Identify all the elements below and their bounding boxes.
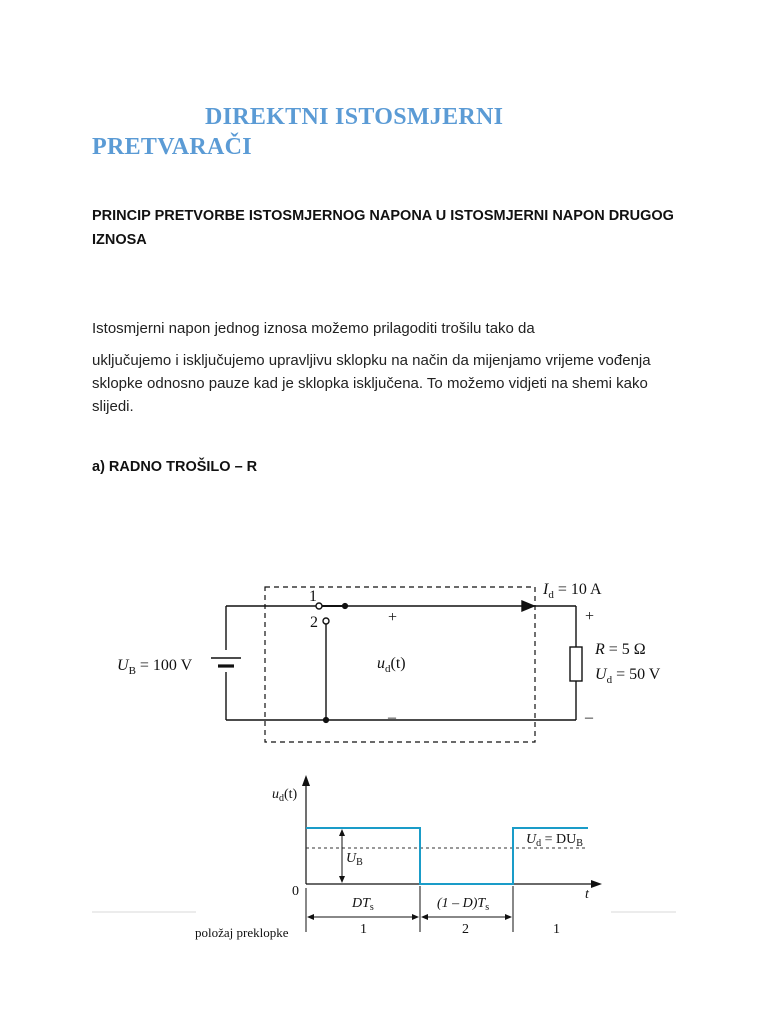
ub-arrow-top: [339, 829, 345, 836]
off-arrow-left: [421, 914, 428, 920]
source-voltage-label: $U_B = 100$ V: [117, 657, 193, 677]
node-bottom: [324, 718, 329, 723]
output-voltage-label: $u_d(t)$: [377, 655, 406, 675]
waveform-y-label: $u_d(t)$: [272, 787, 298, 804]
switch-position-1-label: 1: [309, 588, 317, 605]
output-minus-label: –: [388, 709, 396, 726]
switch-position-caption: položaj preklopke: [195, 925, 289, 940]
ub-arrow-bottom: [339, 876, 345, 883]
switch-contact-2: [323, 618, 329, 624]
resistance-label: R = 5 Ω: [595, 641, 646, 658]
paragraph-2: uključujemo i isključujemo upravljivu sklopku na način da mijenjamo vrijeme vođenja sklopke odnosno pauze kad je sklopka isključena. To možemo vidjeti na shemi kako slijedi.: [92, 352, 651, 415]
on-time-label: $DT_s$: [352, 896, 374, 913]
x-axis-arrow: [591, 880, 602, 888]
paragraph-1: Istosmjerni napon jednog iznosa možemo prilagoditi trošilu tako da: [92, 320, 535, 337]
switch-position-interval-3: 1: [553, 922, 560, 937]
resistor: [570, 647, 582, 681]
dts-arrow-left: [307, 914, 314, 920]
average-voltage-label: $U_d = DU_B$: [526, 832, 583, 849]
off-time-label: $(1 - D)T_s$: [437, 896, 490, 913]
off-arrow-right: [505, 914, 512, 920]
current-arrow: [522, 601, 534, 611]
title-line-1: DIREKTNI ISTOSMJERNI: [205, 104, 504, 130]
output-plus-label: +: [388, 609, 398, 626]
load-minus-label: –: [585, 709, 593, 726]
ub-label: $U_B$: [346, 851, 363, 868]
section-heading-resistive-load: a) RADNO TROŠILO – R: [92, 459, 258, 475]
y-axis-arrow: [302, 775, 310, 786]
load-current-label: $I_d = 10$ A: [543, 581, 602, 601]
switch-position-2-label: 2: [310, 614, 318, 631]
section-subheading: PRINCIP PRETVORBE ISTOSMJERNOG NAPONA U ISTOSMJERNI NAPON DRUGOG IZNOSA: [92, 208, 674, 248]
origin-label: 0: [292, 884, 299, 899]
time-axis-label: t: [585, 887, 589, 902]
load-plus-label: +: [585, 608, 595, 625]
load-voltage-label: $U_d = 50$ V: [595, 666, 661, 686]
dts-arrow-right: [412, 914, 419, 920]
switch-position-interval-2: 2: [462, 922, 469, 937]
waveform-chart: [92, 775, 676, 932]
title-line-2: PRETVARAČI: [92, 134, 252, 160]
switch-position-interval-1: 1: [360, 922, 367, 937]
